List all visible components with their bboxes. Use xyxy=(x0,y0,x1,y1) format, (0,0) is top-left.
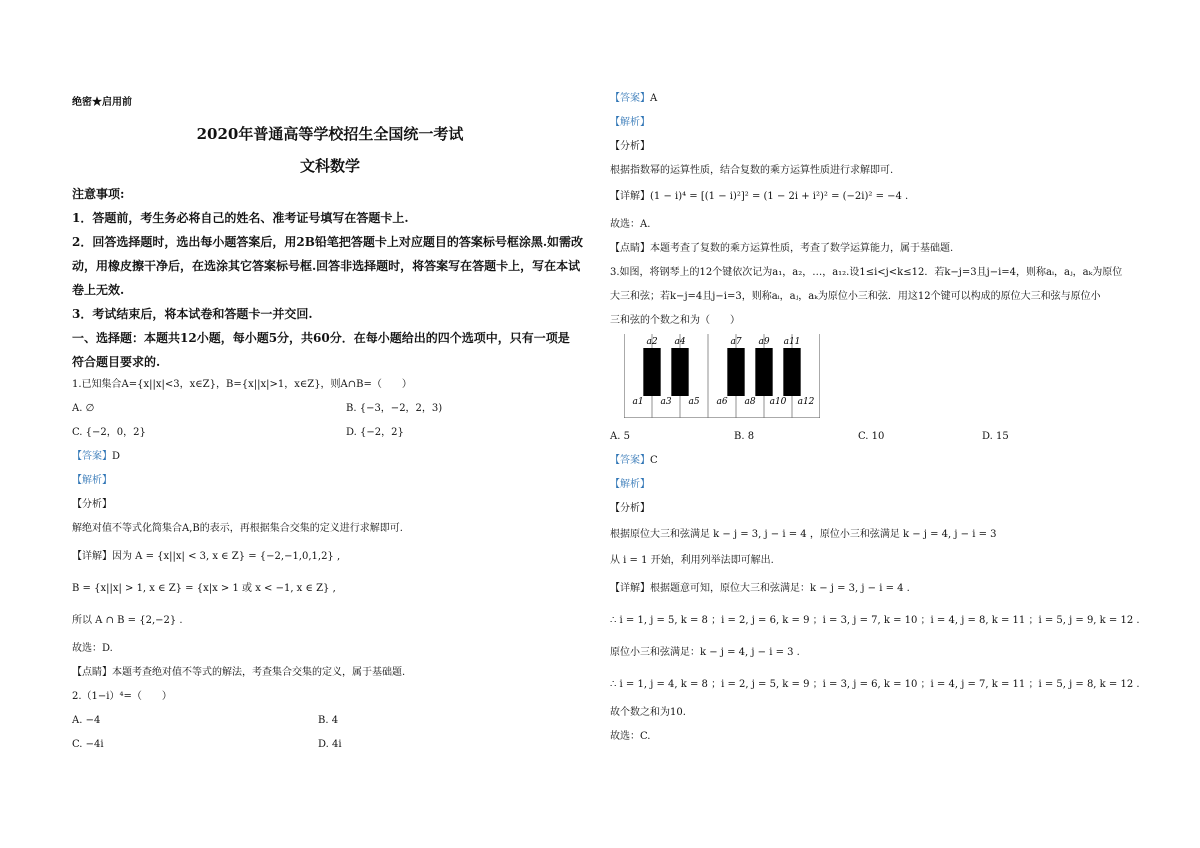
white-key-label: a3 xyxy=(660,397,672,407)
exam-subtitle: 文科数学 xyxy=(299,157,360,175)
white-key-label: a5 xyxy=(688,397,700,407)
secret-label: 绝密★启用前 xyxy=(72,97,132,108)
q1-xiangjie-2: B = {x||x| > 1, x ∈ Z} = {x|x > 1 或 x < −1, x ∈ Z} , xyxy=(72,583,336,594)
q3-stem-2: 大三和弦；若k−j=4且j−i=3，则称aᵢ，aⱼ，aₖ为原位小三和弦．用这12个键可以构成的原位大三和弦与原位小 xyxy=(610,291,1101,302)
section-1-heading-a: 一、选择题：本题共12小题，每小题5分，共60分．在每小题给出的四个选项中，只有一项是 xyxy=(72,331,570,345)
q3-jiexi-tag: 【解析】 xyxy=(610,479,650,490)
q3-answer-row xyxy=(610,454,658,468)
note-2a: 2．回答选择题时，选出每小题答案后，用2B铅笔把答题卡上对应题目的答案标号框涂黑.如需改 xyxy=(72,235,584,249)
black-key xyxy=(755,348,772,396)
white-key-label: a10 xyxy=(769,397,787,407)
answer-tag: 【答案】 xyxy=(72,451,112,462)
q3-stem-1: 3.如图，将钢琴上的12个键依次记为a₁，a₂，…，a₁₂.设1≤i<j<k≤12．若k−j=3且j−i=4，则称aᵢ，aⱼ，aₖ为原位 xyxy=(610,267,1123,278)
black-key-label: a11 xyxy=(783,337,801,347)
q3-stem-3: 三和弦的个数之和为（ ） xyxy=(610,315,740,326)
q3-xiangjie-1: 【详解】根据题意可知，原位大三和弦满足：k − j = 3, j − i = 4 . xyxy=(610,583,910,594)
q3-xiangjie-4: ∴ i = 1, j = 4, k = 8 ；i = 2, j = 5, k = 9 ；i = 3, j = 6, k = 10 ；i = 4, j = 7, k = 11 ；i = 5, j = 8, k = 12 . xyxy=(610,679,1140,690)
q1-xiangjie-3: 所以 A ∩ B = {2,−2} . xyxy=(72,615,183,626)
piano-keyboard-figure xyxy=(624,334,820,418)
note-1: 1．答题前，考生务必将自己的姓名、准考证号填写在答题卡上. xyxy=(72,211,409,225)
q1-answer: D xyxy=(112,451,121,462)
white-key-label: a12 xyxy=(797,397,815,407)
q3-guxuan: 故选：C. xyxy=(610,731,651,742)
q1-option-c: C. {−2，0，2} xyxy=(72,427,146,438)
note-2c: 卷上无效. xyxy=(72,283,125,297)
q3-xiangjie-5: 故个数之和为10. xyxy=(610,707,686,718)
white-key-label: a6 xyxy=(716,397,728,407)
exam-title: 2020年普通高等学校招生全国统一考试 xyxy=(196,125,464,143)
q2-answer: A xyxy=(650,93,658,104)
q1-option-d: D. {−2，2} xyxy=(346,427,404,438)
note-2b: 动，用橡皮擦干净后，在选涂其它答案标号框.回答非选择题时，将答案写在答题卡上，写在本试 xyxy=(72,259,581,273)
q2-answer-row xyxy=(610,92,657,106)
answer-tag: 【答案】 xyxy=(610,455,650,466)
q3-fenxi-tag: 【分析】 xyxy=(610,503,650,514)
q3-fenxi-text: 根据原位大三和弦满足 k − j = 3, j − i = 4 ，原位小三和弦满足 k − j = 4, j − i = 3 xyxy=(610,529,997,540)
q1-stem: 1.已知集合A={x||x|<3，x∈Z}，B={x||x|>1，x∈Z}，则A∩B=（ ） xyxy=(72,379,412,390)
black-key-label: a4 xyxy=(674,337,686,347)
q2-option-d: D. 4i xyxy=(318,739,342,750)
q3-option-d: D. 15 xyxy=(982,431,1009,442)
q1-guxuan: 故选：D. xyxy=(72,643,113,654)
q3-answer: C xyxy=(650,455,658,466)
q1-jiexi-tag: 【解析】 xyxy=(72,475,112,486)
q3-fenxi-text-2: 从 i = 1 开始，利用列举法即可解出. xyxy=(610,555,774,566)
note-3: 3．考试结束后，将本试卷和答题卡一并交回. xyxy=(72,307,313,321)
black-key xyxy=(671,348,688,396)
q2-fenxi-text: 根据指数幂的运算性质，结合复数的乘方运算性质进行求解即可. xyxy=(610,165,894,176)
q1-option-b: B. {−3，−2，2，3) xyxy=(346,403,443,414)
q1-xiangjie-1: 【详解】因为 A = {x||x| < 3, x ∈ Z} = {−2,−1,0,1,2} , xyxy=(72,551,341,562)
q3-xiangjie-3: 原位小三和弦满足：k − j = 4, j − i = 3 . xyxy=(610,647,800,658)
q1-fenxi-tag: 【分析】 xyxy=(72,499,112,510)
q2-xiangjie: 【详解】(1 − i)⁴ = [(1 − i)²]² = (1 − 2i + i²)² = (−2i)² = −4 . xyxy=(610,191,909,202)
q2-option-b: B. 4 xyxy=(318,715,339,726)
black-key xyxy=(783,348,800,396)
q1-option-a: A. ∅ xyxy=(72,403,95,414)
q3-xiangjie-2: ∴ i = 1, j = 5, k = 8 ；i = 2, j = 6, k = 9 ；i = 3, j = 7, k = 10 ；i = 4, j = 8, k = 11 ；i = 5, j = 9, k = 12 . xyxy=(610,615,1140,626)
q2-option-a: A. −4 xyxy=(72,715,101,726)
black-key-label: a9 xyxy=(758,337,770,347)
black-key xyxy=(643,348,660,396)
q2-dianjing: 【点睛】本题考查了复数的乘方运算性质，考查了数学运算能力，属于基础题. xyxy=(610,243,954,254)
white-key-label: a8 xyxy=(744,397,756,407)
section-1-heading-b: 符合题目要求的. xyxy=(72,355,161,369)
black-key xyxy=(727,348,744,396)
black-key-label: a7 xyxy=(730,337,742,347)
q2-guxuan: 故选：A. xyxy=(610,219,651,230)
q2-option-c: C. −4i xyxy=(72,739,104,750)
q1-fenxi-text: 解绝对值不等式化简集合A,B的表示，再根据集合交集的定义进行求解即可. xyxy=(72,523,403,534)
q3-option-b: B. 8 xyxy=(734,431,755,442)
white-key-label: a1 xyxy=(632,397,644,407)
notes-heading: 注意事项: xyxy=(72,187,125,201)
q2-stem: 2.（1−i）⁴=（ ） xyxy=(72,691,172,702)
black-key-label: a2 xyxy=(646,337,658,347)
q3-option-a: A. 5 xyxy=(610,431,630,442)
q3-option-c: C. 10 xyxy=(858,431,885,442)
q2-fenxi-tag: 【分析】 xyxy=(610,141,650,152)
q1-dianjing: 【点睛】本题考查绝对值不等式的解法，考查集合交集的定义，属于基础题. xyxy=(72,667,406,678)
answer-tag: 【答案】 xyxy=(610,93,650,104)
q1-answer-row xyxy=(72,450,120,464)
q2-jiexi-tag: 【解析】 xyxy=(610,117,650,128)
